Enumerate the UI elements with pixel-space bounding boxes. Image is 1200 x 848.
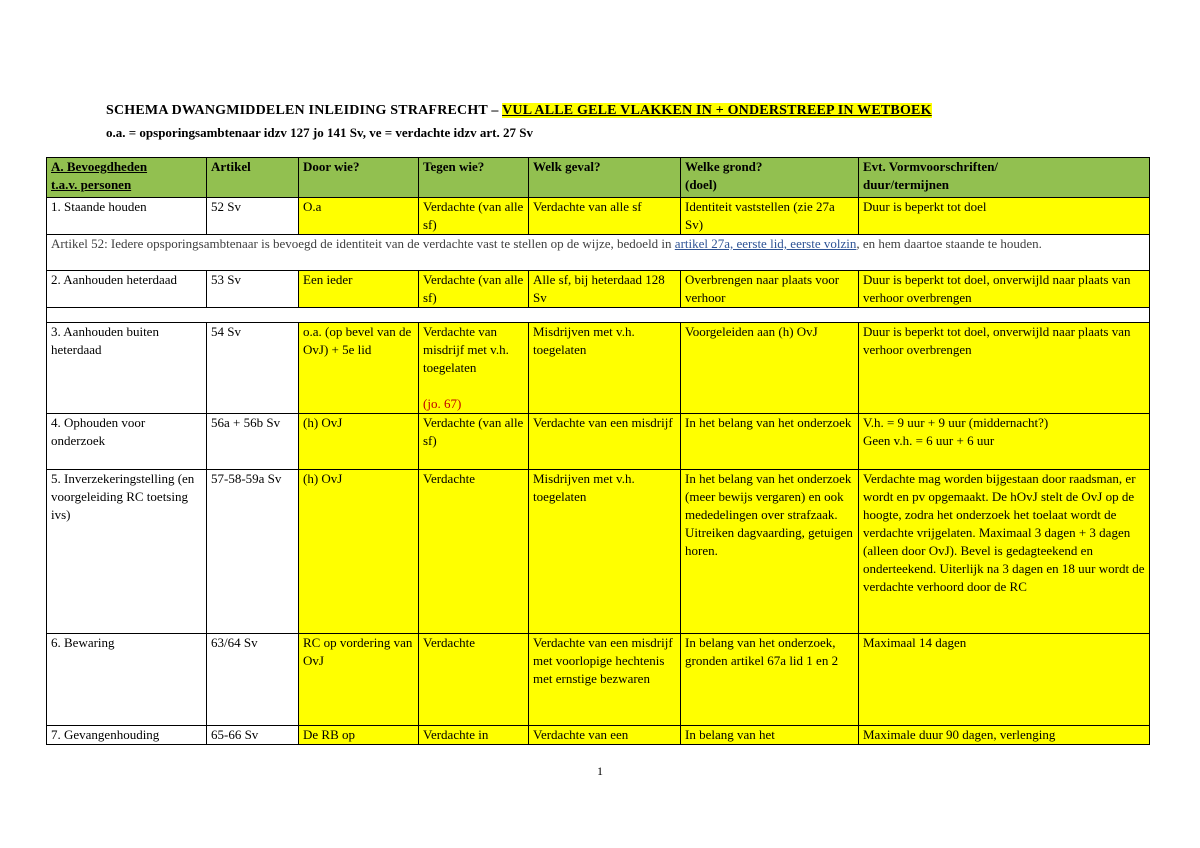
cell-artikel: 57-58-59a Sv	[207, 470, 299, 634]
cell-door-wie: O.a	[299, 198, 419, 235]
cell-welk-geval: Verdachte van een misdrijf	[529, 414, 681, 470]
cell-welk-geval: Misdrijven met v.h. toegelaten	[529, 470, 681, 634]
table-row	[47, 271, 1150, 308]
cell-artikel: 52 Sv	[207, 198, 299, 235]
table-row	[47, 470, 1150, 634]
cell-bevoegdheid: 6. Bewaring	[47, 634, 207, 726]
cell-door-wie: (h) OvJ	[299, 470, 419, 634]
cell-vorm: Duur is beperkt tot doel, onverwijld naar plaats van verhoor overbrengen	[859, 271, 1150, 308]
cell-artikel: 53 Sv	[207, 271, 299, 308]
cell-tegen-wie: Verdachte (van alle sf)	[419, 198, 529, 235]
cell-door-wie: (h) OvJ	[299, 414, 419, 470]
cell-welk-geval: Verdachte van een misdrijf met voorlopige hechtenis met ernstige bezwaren	[529, 634, 681, 726]
table-header-row	[47, 158, 1150, 198]
article-52-note: Artikel 52: Iedere opsporingsambtenaar is bevoegd de identiteit van de verdachte vast te stellen op de wijze, bedoeld in artikel 27a, eerste lid, eerste volzin, en hem daartoe staande te houden.	[47, 235, 1150, 271]
cell-tegen-wie: Verdachte	[419, 634, 529, 726]
cell-door-wie: RC op vordering van OvJ	[299, 634, 419, 726]
cell-artikel: 63/64 Sv	[207, 634, 299, 726]
cell-vorm: Duur is beperkt tot doel, onverwijld naar plaats van verhoor overbrengen	[859, 323, 1150, 414]
cell-door-wie: o.a. (op bevel van de OvJ) + 5e lid	[299, 323, 419, 414]
document-header	[106, 102, 1106, 142]
cell-welke-grond: In het belang van het onderzoek	[681, 414, 859, 470]
cell-artikel: 54 Sv	[207, 323, 299, 414]
cell-artikel: 56a + 56b Sv	[207, 414, 299, 470]
cell-tegen-wie: Verdachte in	[419, 726, 529, 745]
table-row	[47, 726, 1150, 745]
cell-welk-geval: Verdachte van een	[529, 726, 681, 745]
cell-tegen-wie: Verdachte (van alle sf)	[419, 414, 529, 470]
cell-bevoegdheid: 2. Aanhouden heterdaad	[47, 271, 207, 308]
cell-welke-grond: Overbrengen naar plaats voor verhoor	[681, 271, 859, 308]
page-number: 1	[597, 764, 603, 778]
col-header-artikel: Artikel	[207, 158, 299, 198]
table-row	[47, 414, 1150, 470]
cell-welk-geval: Alle sf, bij heterdaad 128 Sv	[529, 271, 681, 308]
cell-tegen-wie: Verdachte (van alle sf)	[419, 271, 529, 308]
document-subtitle: o.a. = opsporingsambtenaar idzv 127 jo 141 Sv, ve = verdachte idzv art. 27 Sv	[106, 125, 533, 140]
col-header-door-wie: Door wie?	[299, 158, 419, 198]
cell-vorm: Maximaal 14 dagen	[859, 634, 1150, 726]
cell-door-wie: De RB op	[299, 726, 419, 745]
col-header-bevoegdheden: A. Bevoegdheden t.a.v. personen	[47, 158, 207, 198]
spacer-row	[47, 308, 1150, 323]
cell-vorm: V.h. = 9 uur + 9 uur (middernacht?) Geen v.h. = 6 uur + 6 uur	[859, 414, 1150, 470]
cell-door-wie: Een ieder	[299, 271, 419, 308]
cell-welk-geval: Verdachte van alle sf	[529, 198, 681, 235]
cell-vorm: Duur is beperkt tot doel	[859, 198, 1150, 235]
cell-welke-grond: Voorgeleiden aan (h) OvJ	[681, 323, 859, 414]
cell-bevoegdheid: 5. Inverzekeringstelling (en voorgeleiding RC toetsing ivs)	[47, 470, 207, 634]
cell-welke-grond: In belang van het onderzoek, gronden artikel 67a lid 1 en 2	[681, 634, 859, 726]
cell-artikel: 65-66 Sv	[207, 726, 299, 745]
col-header-welke-grond: Welke grond? (doel)	[681, 158, 859, 198]
col-header-vormvoorschriften: Evt. Vormvoorschriften/ duur/termijnen	[859, 158, 1150, 198]
cell-welke-grond: Identiteit vaststellen (zie 27a Sv)	[681, 198, 859, 235]
cell-bevoegdheid: 3. Aanhouden buiten heterdaad	[47, 323, 207, 414]
cell-tegen-wie: Verdachte van misdrijf met v.h. toegelaten (jo. 67)	[419, 323, 529, 414]
cell-bevoegdheid: 7. Gevangenhouding	[47, 726, 207, 745]
dwangmiddelen-table	[46, 157, 1150, 745]
cell-welke-grond: In belang van het	[681, 726, 859, 745]
table-row	[47, 198, 1150, 235]
table-row	[47, 634, 1150, 726]
article-27a-link[interactable]: artikel 27a, eerste lid, eerste volzin	[674, 236, 857, 251]
cell-bevoegdheid: 4. Ophouden voor onderzoek	[47, 414, 207, 470]
cell-vorm: Verdachte mag worden bijgestaan door raadsman, er wordt en pv opgemaakt. De hOvJ stelt de OvJ op de hoogte, zodra het onderzoek het toelaat wordt de verdachte vrijgelaten. Maximaal 3 dagen + 3 dagen (alleen door OvJ). Bevel is gedagteekend en onderteekend. Uiterlijk na 3 dagen en 18 uur wordt de verdachte verhoord door de RC	[859, 470, 1150, 634]
jo-67-note: (jo. 67)	[423, 396, 462, 411]
document-title	[106, 102, 1106, 120]
title-main: SCHEMA DWANGMIDDELEN INLEIDING STRAFRECHT –	[106, 103, 503, 118]
cell-vorm: Maximale duur 90 dagen, verlenging	[859, 726, 1150, 745]
cell-welke-grond: In het belang van het onderzoek (meer bewijs vergaren) en ook mededelingen over strafzaak. Uitreiken dagvaarding, getuigen horen.	[681, 470, 859, 634]
cell-welk-geval: Misdrijven met v.h. toegelaten	[529, 323, 681, 414]
cell-tegen-wie: Verdachte	[419, 470, 529, 634]
article-note-row	[47, 235, 1150, 271]
title-highlight: VUL ALLE GELE VLAKKEN IN + ONDERSTREEP IN WETBOEK	[502, 103, 932, 118]
col-header-welk-geval: Welk geval?	[529, 158, 681, 198]
cell-bevoegdheid: 1. Staande houden	[47, 198, 207, 235]
table-row	[47, 323, 1150, 414]
col-header-tegen-wie: Tegen wie?	[419, 158, 529, 198]
